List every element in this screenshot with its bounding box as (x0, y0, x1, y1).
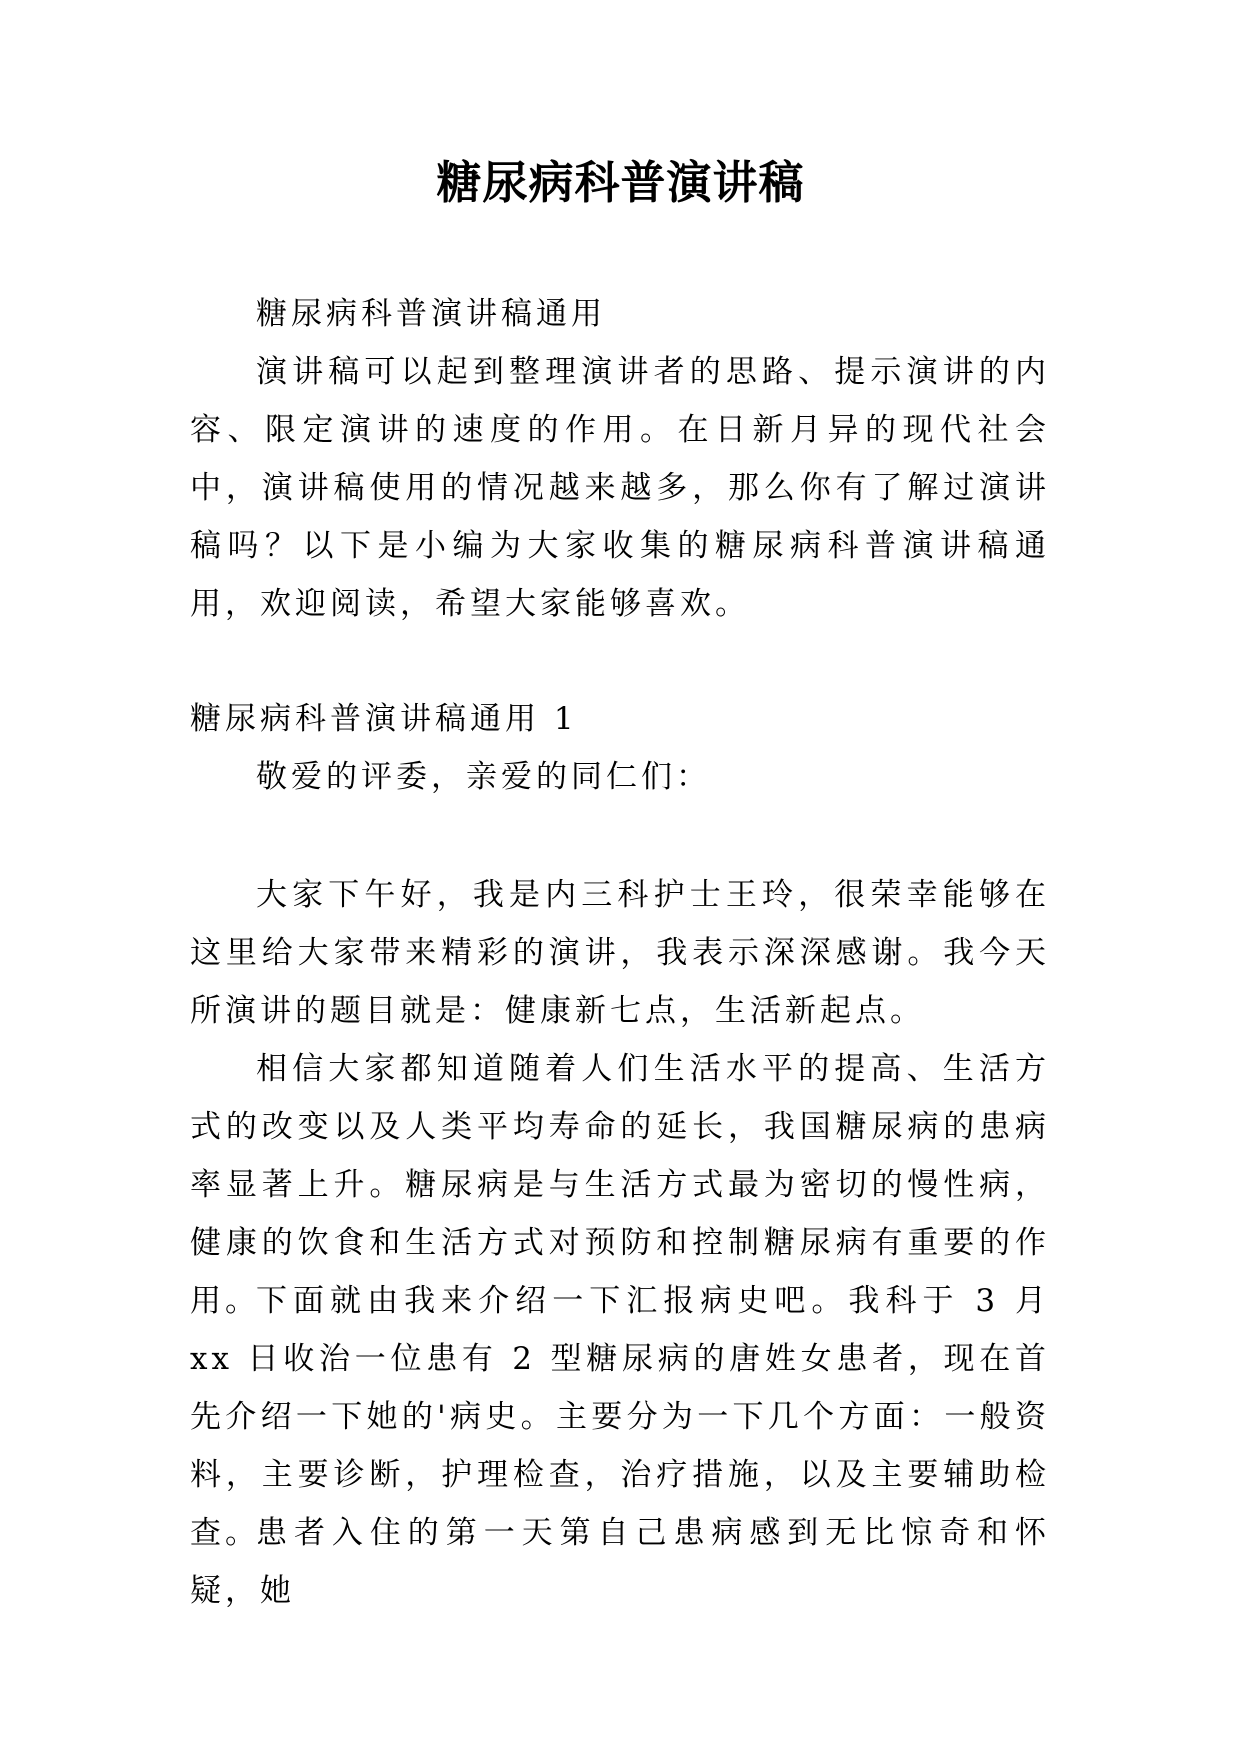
subtitle-paragraph: 糖尿病科普演讲稿通用 (256, 296, 606, 332)
document-title: 糖尿病科普演讲稿 (436, 156, 805, 209)
body-paragraph-4: 患者入住的第一天第自己患病感到无比惊奇和怀疑，她 (190, 1515, 1050, 1609)
body-paragraph-3: 下面就由我来介绍一下汇报病史吧。我科于 3 月 xx 日收治一位患有 2 型糖尿病的唐姓女患者，现在首先介绍一下她的'病史。主要分为一下几个方面：一般资料，主要诊断，护理检查，治疗措施，以及主要辅助检查。 (190, 1283, 1050, 1551)
section-heading: 糖尿病科普演讲稿通用 1 (190, 701, 578, 737)
intro-paragraph: 演讲稿可以起到整理演讲者的思路、提示演讲的内容、限定演讲的速度的作用。在日新月异的现代社会中，演讲稿使用的情况越来越多，那么你有了解过演讲稿吗？以下是小编为大家收集的糖尿病科普演讲稿通用，欢迎阅读，希望大家能够喜欢。 (190, 354, 1050, 622)
body-paragraph-1: 大家下午好，我是内三科护士王玲，很荣幸能够在这里给大家带来精彩的演讲，我表示深深感谢。我今天所演讲的题目就是：健康新七点，生活新起点。 (190, 877, 1050, 1029)
body-paragraph-2: 相信大家都知道随着人们生活水平的提高、生活方式的改变以及人类平均寿命的延长，我国糖尿病的患病率显著上升。糖尿病是与生活方式最为密切的慢性病，健康的饮食和生活方式对预防和控制糖尿病有重要的作用。 (190, 1051, 1050, 1319)
greeting-paragraph: 敬爱的评委，亲爱的同仁们： (256, 759, 711, 795)
